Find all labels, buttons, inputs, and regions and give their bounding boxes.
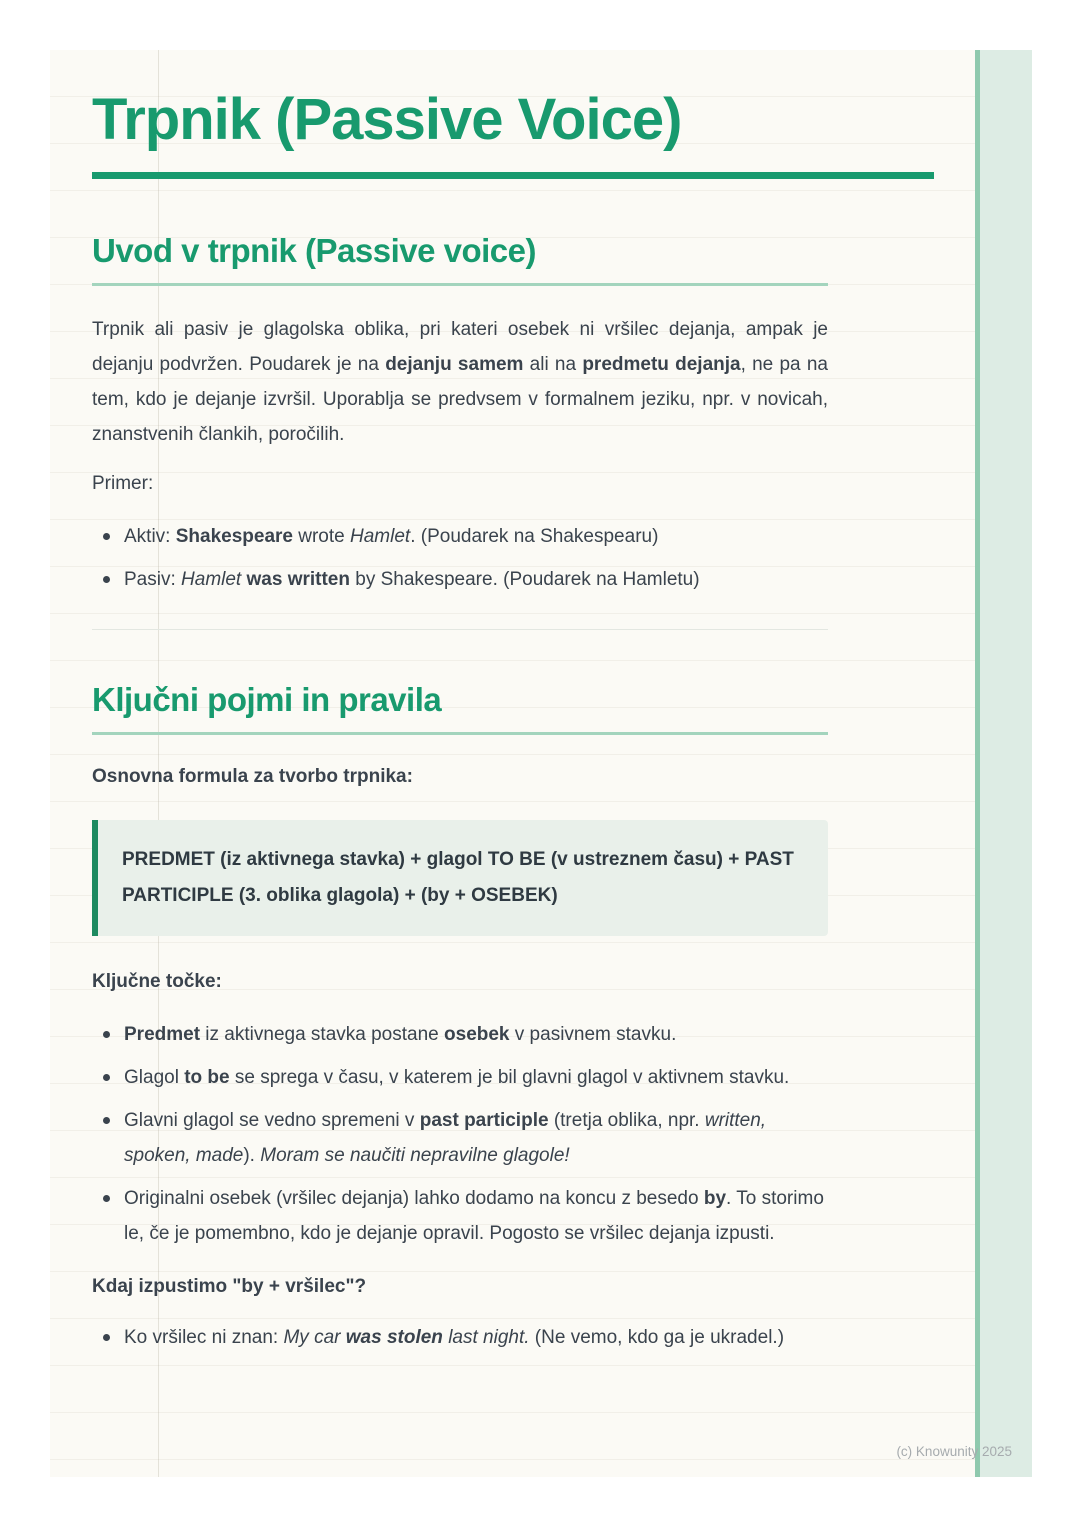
intro-paragraph: Trpnik ali pasiv je glagolska oblika, pri kateri osebek ni vršilec dejanja, ampak je dejanju podvržen. Poudarek je na dejanju samem ali na predmetu dejanja, ne pa na tem, kdo je dejanje izvršil. Uporablja se predvsem v formalnem jeziku, npr. v novicah, znanstvenih člankih, poročilih. [92, 319, 828, 445]
list-item-glagol-to-be: Glagol to be se sprega v času, v katerem je bil glavni glagol v aktivnem stavku. [92, 1060, 828, 1095]
list-item-past-participle: Glavni glagol se vedno spremeni v past participle (tretja oblika, npr. written, spoken, made). Moram se naučiti nepravilne glagole! [92, 1103, 828, 1173]
formula-text: PREDMET (iz aktivnega stavka) + glagol TO BE (v ustreznem času) + PAST PARTICIPLE (3. oblika glagola) + (by + OSEBEK) [122, 849, 794, 906]
page-title: Trpnik (Passive Voice) [92, 87, 682, 152]
document-page [50, 50, 1032, 1477]
formula-callout [92, 820, 828, 936]
list-item-aktiv: Aktiv: Shakespeare wrote Hamlet. (Poudarek na Shakespearu) [92, 519, 828, 554]
section-heading-uvod: Uvod v trpnik (Passive voice) [92, 231, 828, 286]
section-divider [92, 629, 828, 630]
kdaj-izpustimo-list [92, 1320, 828, 1355]
list-item-pasiv: Pasiv: Hamlet was written by Shakespeare. (Poudarek na Hamletu) [92, 562, 828, 597]
right-accent-panel [975, 50, 1032, 1477]
kdaj-izpustimo-label: Kdaj izpustimo "by + vršilec"? [92, 1276, 367, 1297]
primer-list [92, 519, 828, 597]
list-item-vrsilec-ni-znan: Ko vršilec ni znan: My car was stolen last night. (Ne vemo, kdo ga je ukradel.) [92, 1320, 828, 1355]
list-item-originalni-osebek: Originalni osebek (vršilec dejanja) lahko dodamo na koncu z besedo by. To storimo le, če je pomembno, kdo je dejanje opravil. Pogosto se vršilec dejanja izpusti. [92, 1181, 828, 1251]
copyright-notice: (c) Knowunity 2025 [896, 1444, 1012, 1459]
formula-label: Osnovna formula za tvorbo trpnika: [92, 766, 413, 787]
list-item-predmet: Predmet iz aktivnega stavka postane osebek v pasivnem stavku. [92, 1017, 828, 1052]
primer-label: Primer: [92, 473, 154, 494]
title-rule [92, 172, 934, 179]
kljucne-tocke-label: Ključne točke: [92, 971, 222, 992]
document-content [92, 87, 828, 1355]
kljucne-tocke-list [92, 1017, 828, 1251]
section-heading-kljucni-pojmi: Ključni pojmi in pravila [92, 680, 828, 735]
